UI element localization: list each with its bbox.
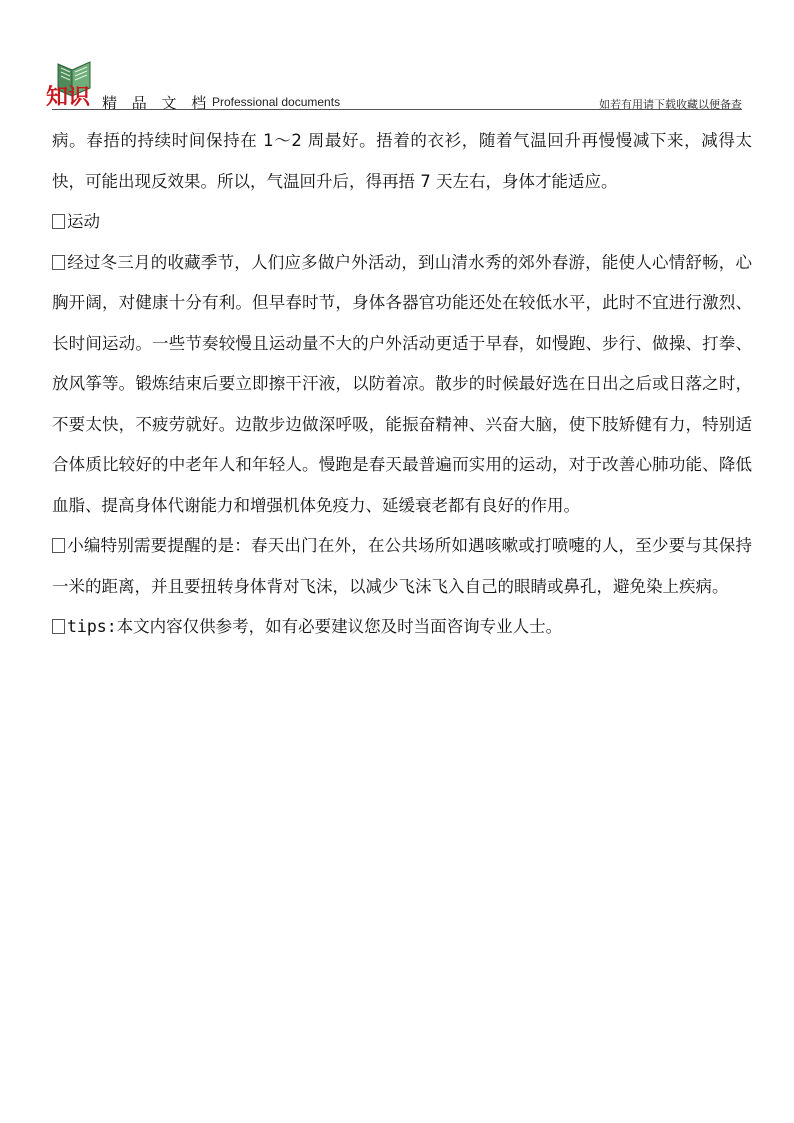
book-logo-icon — [44, 52, 100, 108]
paragraph-exercise — [52, 243, 752, 527]
paragraph-tips — [52, 607, 752, 648]
paragraph-spring-covering: 病。春捂的持续时间保持在 1～2 周最好。捂着的衣衫，随着气温回升再慢慢减下来，减得太快，可能出现反效果。所以，气温回升后，得再捂 7 天左右，身体才能适应。 — [52, 131, 752, 191]
paragraph-reminder-text: 小编特别需要提醒的是：春天出门在外，在公共场所如遇咳嗽或打喷嚏的人，至少要与其保持一米的距离，并且要扭转身体背对飞沫，以减少飞沫飞入自己的眼睛或鼻孔，避免染上疾病。 — [52, 536, 752, 596]
header-subtitle: Professional documents — [212, 95, 341, 109]
placeholder-box-icon — [52, 214, 65, 229]
header-title: 精 品 文 档 — [102, 94, 212, 112]
header-divider — [52, 109, 742, 110]
tips-text: 本文内容仅供参考，如有必要建议您及时当面咨询专业人士。 — [116, 617, 563, 636]
paragraph-reminder — [52, 526, 752, 607]
paragraph-exercise-text: 经过冬三月的收藏季节，人们应多做户外活动，到山清水秀的郊外春游，能使人心情舒畅，心胸开阔，对健康十分有利。但早春时节，身体各器官功能还处在较低水平，此时不宜进行激烈、长时间运动。一些节奏较慢且运动量不大的户外活动更适于早春，如慢跑、步行、做操、打拳、放风筝等。锻炼结束后要立即擦干汗液，以防着凉。散步的时候最好选在日出之后或日落之时，不要太快，不疲劳就好。边散步边做深呼吸，能振奋精神、兴奋大脑，使下肢矫健有力，特别适合体质比较好的中老年人和年轻人。慢跑是春天最普遍而实用的运动，对于改善心肺功能、降低血脂、提高身体代谢能力和增强机体免疫力、延缓衰老都有良好的作用。 — [52, 252, 752, 515]
page-header — [0, 0, 794, 112]
document-body — [52, 121, 752, 648]
svg-text:知识: 知识 — [46, 84, 91, 108]
placeholder-box-icon — [52, 255, 65, 270]
tips-label: tips: — [67, 617, 117, 636]
placeholder-box-icon — [52, 538, 65, 553]
header-note: 如若有用请下载收藏以便备查 — [599, 98, 742, 111]
section-heading-text: 运动 — [67, 212, 100, 231]
section-heading-exercise — [52, 202, 752, 243]
placeholder-box-icon — [52, 619, 65, 634]
